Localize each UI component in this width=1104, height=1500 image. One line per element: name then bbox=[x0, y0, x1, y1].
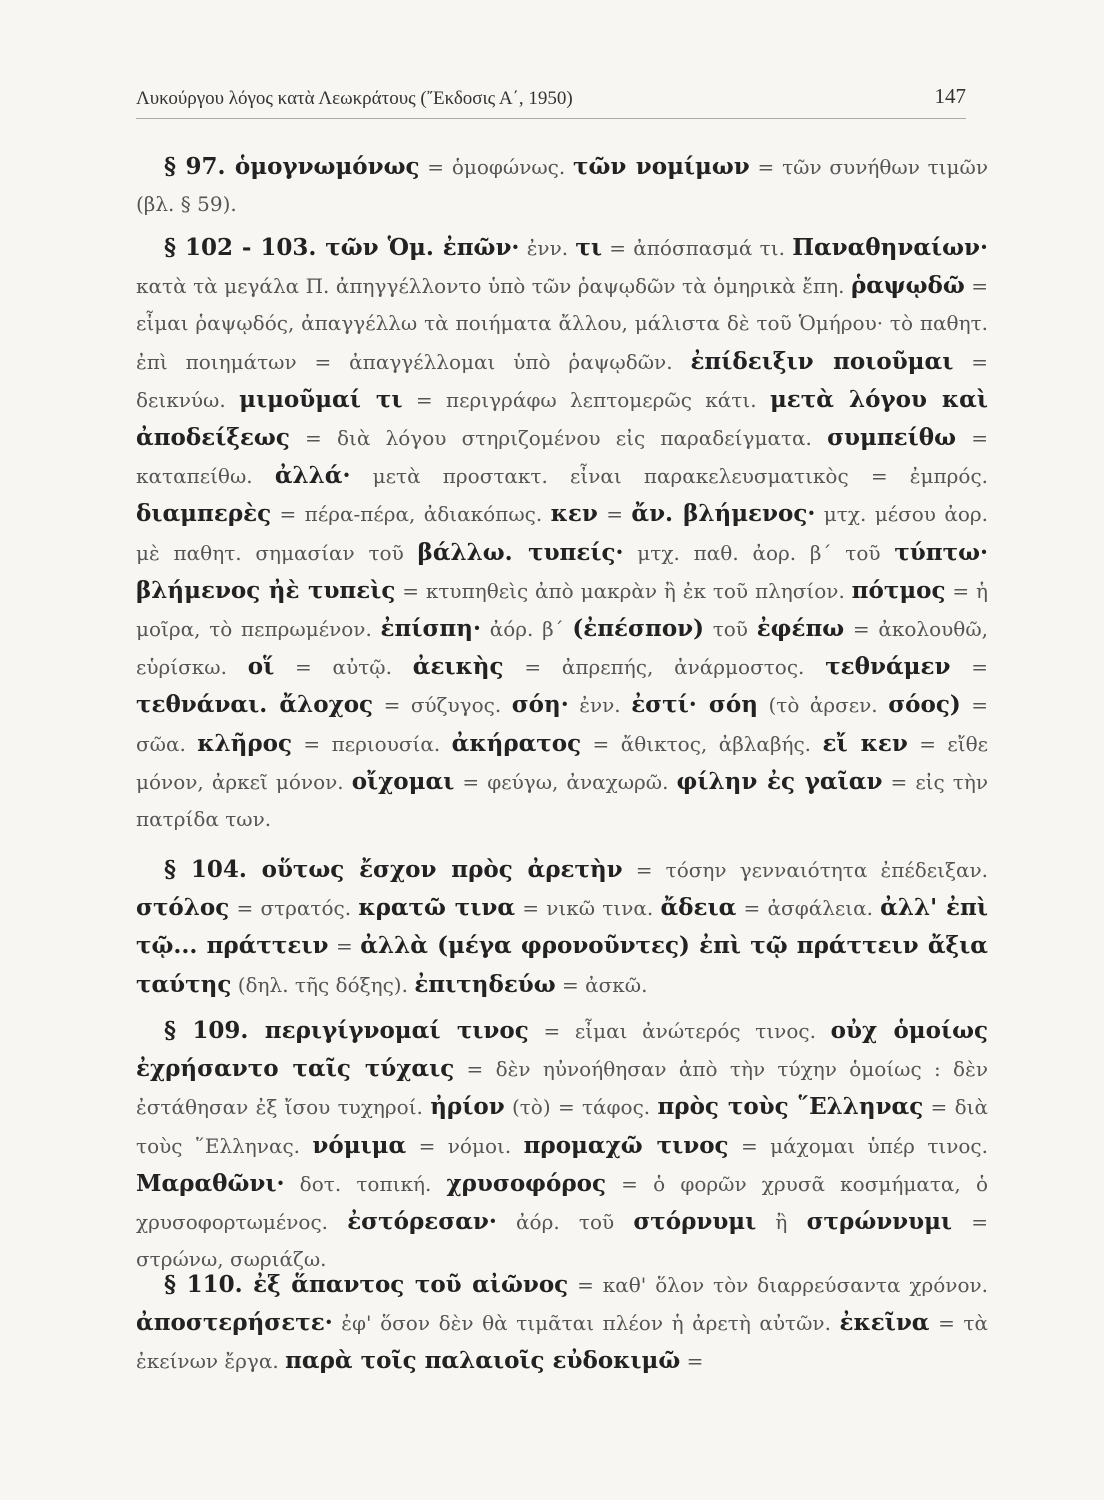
headword: ἀποστερήσετε· bbox=[136, 1309, 333, 1337]
paragraph-102-103 bbox=[136, 229, 988, 838]
headword: ἄν. βλήμενος· bbox=[631, 500, 816, 528]
headword: παρὰ τοῖς παλαιοῖς εὐδοκιμῶ bbox=[285, 1347, 681, 1375]
gloss: = στρώνω, σωριάζω. bbox=[136, 1210, 988, 1272]
gloss: = νικῶ τινα. bbox=[515, 896, 661, 921]
gloss: = εἴθε μόνον, ἀρκεῖ μόνον. bbox=[136, 731, 989, 794]
headword: κρατῶ τινα bbox=[358, 894, 516, 922]
gloss: ἐφ' ὅσον δὲν θὰ τιμᾶται πλέον ἡ ἀρετὴ αὐτῶν. bbox=[332, 1311, 840, 1336]
gloss: = σύζυγος. bbox=[373, 693, 512, 718]
gloss: ἀόρ. β΄ bbox=[481, 617, 573, 642]
gloss: = bbox=[950, 655, 988, 680]
gloss: = ὁ φορῶν χρυσᾶ κοσμήματα, ὁ χρυσοφορτωμένος. bbox=[136, 1171, 988, 1235]
gloss: = ἡ μοῖρα, τὸ πεπρωμένον. bbox=[136, 578, 988, 642]
headword: § 97. ὁμογνωμόνως bbox=[164, 153, 420, 180]
headword: συμπείθω bbox=[827, 424, 957, 452]
gloss: ἢ bbox=[756, 1210, 807, 1235]
headword: σόος) bbox=[888, 691, 961, 719]
gloss: = δὲν ηὐνοήθησαν ἀπὸ τὴν τύχην ὁμοίως : δὲν ἐστάθησαν ἐξ ἴσου τυχηροί. bbox=[136, 1057, 988, 1120]
headword: ἠρίον bbox=[430, 1093, 505, 1121]
running-title: Λυκούργου λόγος κατὰ Λεωκράτους (῎Εκδοσις Α΄, 1950) bbox=[136, 88, 573, 109]
gloss: ἐνν. bbox=[519, 236, 576, 260]
headword: τῶν νομίμων bbox=[573, 153, 750, 180]
gloss: μετὰ προστακτ. εἶναι παρακελευσματικὸς = ἐμπρός. bbox=[350, 464, 988, 489]
gloss: = περιγράφω λεπτομερῶς κάτι. bbox=[402, 387, 770, 412]
headword: κεν bbox=[550, 500, 598, 528]
gloss: μτχ. μέσου ἀορ. μὲ παθητ. σημασίαν τοῦ bbox=[136, 502, 988, 565]
gloss: = εἶμαι ἀνώτερός τινος. bbox=[528, 1019, 831, 1043]
gloss: μτχ. παθ. ἀορ. β΄ τοῦ bbox=[623, 540, 895, 565]
headword: φίλην ἐς γαῖαν bbox=[676, 767, 883, 795]
gloss: = ἄθικτος, ἀβλαβής. bbox=[581, 731, 823, 756]
headword: ἐπιτηδεύω bbox=[414, 970, 556, 998]
gloss: = ὁμοφώνως. bbox=[419, 155, 574, 179]
headword: προμαχῶ τινος bbox=[523, 1131, 729, 1159]
headword: ἀλλὰ (μέγα φρονοῦντες) ἐπὶ τῷ πράττειν ἄξια ταύτης bbox=[136, 932, 988, 998]
paragraph-110 bbox=[136, 1266, 988, 1381]
gloss: = κτυπηθεὶς ἀπὸ μακρὰν ἢ ἐκ τοῦ πλησίον. bbox=[395, 578, 852, 603]
headword: σόη· bbox=[511, 691, 569, 719]
headword: Μαραθῶνι· bbox=[136, 1169, 285, 1197]
gloss: δοτ. τοπική. bbox=[284, 1171, 447, 1196]
gloss: = αὐτῷ. bbox=[274, 655, 413, 680]
headword: στόρνυμι bbox=[633, 1208, 757, 1236]
headword: ἀλλά· bbox=[274, 462, 351, 490]
headword: ἐστί· σόη bbox=[631, 691, 758, 719]
page-number: 147 bbox=[934, 84, 966, 108]
headword: οἴχομαι bbox=[351, 767, 455, 795]
headword: ἀκήρατος bbox=[451, 729, 582, 757]
headword: ἀλλ' ἐπὶ τῷ... πράττειν bbox=[136, 894, 988, 960]
headword: νόμιμα bbox=[312, 1131, 407, 1159]
headword: στόλος bbox=[136, 894, 230, 922]
gloss: = τόσην γενναιότητα ἐπέδειξαν. bbox=[622, 858, 988, 882]
headword: Παναθηναίων· bbox=[792, 234, 989, 261]
headword: τι bbox=[575, 234, 602, 261]
headword: ἐκεῖνα bbox=[839, 1309, 930, 1337]
gloss: = δεικνύω. bbox=[136, 349, 988, 412]
gloss: = τὰ ἐκείνων ἔργα. bbox=[136, 1311, 988, 1374]
headword: μετὰ λόγου καὶ ἀποδείξεως bbox=[136, 385, 988, 452]
headword: κλῆρος bbox=[197, 729, 292, 757]
gloss: τοῦ bbox=[704, 617, 757, 642]
gloss: ἀόρ. τοῦ bbox=[496, 1210, 634, 1235]
gloss: = διὰ τοὺς ῞Ελληνας. bbox=[136, 1095, 988, 1158]
headword: § 102 - 103. τῶν Ὁμ. ἐπῶν· bbox=[164, 234, 520, 261]
gloss: = φεύγω, ἀναχωρῶ. bbox=[454, 769, 677, 794]
headword: § 104. οὕτως ἔσχον πρὸς ἀρετὴν bbox=[164, 856, 623, 883]
gloss: = ἀσφάλεια. bbox=[736, 896, 881, 921]
paragraph-109 bbox=[136, 1012, 988, 1278]
gloss: = εἰς τὴν πατρίδα των. bbox=[136, 769, 988, 832]
gloss: = πέρα-πέρα, ἀδιακόπως. bbox=[271, 502, 551, 527]
headword: ἄδεια bbox=[660, 894, 737, 922]
gloss: = ἀκολουθῶ, εὑρίσκω. bbox=[136, 617, 989, 680]
headword: βάλλω. τυπείς· bbox=[417, 538, 624, 566]
gloss: = περιουσία. bbox=[291, 731, 452, 756]
gloss: = στρατός. bbox=[229, 896, 359, 921]
gloss: (δηλ. τῆς δόξης). bbox=[231, 972, 415, 997]
gloss: = σῶα. bbox=[136, 693, 988, 756]
headword: οἵ bbox=[247, 653, 275, 681]
gloss: = τῶν συνήθων τιμῶν (βλ. § 59). bbox=[136, 155, 989, 217]
headword: πότμος bbox=[851, 576, 946, 604]
headword: τύπτω· βλήμενος ἠὲ τυπεὶς bbox=[136, 538, 988, 604]
gloss: = καθ' ὅλον τὸν διαρρεύσαντα χρόνον. bbox=[568, 1273, 988, 1297]
headword: ἐστόρεσαν· bbox=[347, 1208, 497, 1236]
headword: (ἐπέσπον) bbox=[572, 615, 704, 643]
gloss: = ἀπόσπασμά τι. bbox=[601, 236, 793, 260]
headword: διαμπερὲς bbox=[136, 500, 272, 528]
headword: § 110. ἐξ ἅπαντος τοῦ αἰῶνος bbox=[164, 1271, 569, 1298]
gloss: κατὰ τὰ μεγάλα Π. ἀπηγγέλλοντο ὑπὸ τῶν ῥαψῳδῶν τὰ ὁμηρικὰ ἔπη. bbox=[136, 274, 851, 299]
headword: ἐπίδειξιν ποιοῦμαι bbox=[690, 347, 954, 375]
paragraph-97 bbox=[136, 148, 988, 223]
headword: § 109. περιγίγνομαί τινος bbox=[164, 1017, 529, 1044]
gloss: = bbox=[680, 1349, 704, 1374]
headword: τεθνάμεν bbox=[825, 653, 951, 681]
page-header bbox=[136, 84, 966, 118]
headword: χρυσοφόρος bbox=[446, 1169, 606, 1197]
gloss: = ἀσκῶ. bbox=[555, 972, 648, 997]
headword: μιμοῦμαί τι bbox=[239, 385, 403, 413]
gloss: = καταπείθω. bbox=[136, 426, 988, 489]
headword: στρώννυμι bbox=[806, 1208, 953, 1236]
gloss: = bbox=[597, 502, 632, 527]
headword: ῥαψῳδῶ bbox=[850, 272, 965, 300]
paragraph-104 bbox=[136, 851, 988, 1004]
headword: εἴ κεν bbox=[822, 729, 908, 757]
headword: οὐχ ὁμοίως ἐχρήσαντο ταῖς τύχαις bbox=[136, 1017, 988, 1083]
gloss: = bbox=[328, 934, 361, 959]
gloss: (τὸ) = τάφος. bbox=[504, 1095, 658, 1120]
headword: ἐφέπω bbox=[756, 615, 845, 643]
gloss: = νόμοι. bbox=[406, 1133, 524, 1158]
headword: πρὸς τοὺς ῞Ελληνας bbox=[657, 1093, 924, 1121]
headword: τεθνάναι. ἄλοχος bbox=[136, 691, 374, 719]
gloss: ἐνν. bbox=[568, 693, 632, 718]
gloss: (τὸ ἀρσεν. bbox=[757, 693, 889, 718]
gloss: = μάχομαι ὑπέρ τινος. bbox=[728, 1133, 988, 1158]
gloss: = ἀπρεπής, ἀνάρμοστος. bbox=[503, 655, 826, 680]
headword: ἐπίσπη· bbox=[380, 615, 481, 643]
headword: ἀεικὴς bbox=[412, 653, 504, 681]
gloss: = εἶμαι ῥαψῳδός, ἀπαγγέλλω τὰ ποιήματα ἄλλου, μάλιστα δὲ τοῦ Ὁμήρου· τὸ παθητ. ἐπὶ ποιημάτων = ἀπαγγέλλομαι ὑπὸ ῥαψῳδῶν. bbox=[136, 274, 988, 374]
header-divider bbox=[136, 118, 966, 119]
gloss: = διὰ λόγου στηριζομένου εἰς παραδείγματα. bbox=[289, 426, 828, 451]
